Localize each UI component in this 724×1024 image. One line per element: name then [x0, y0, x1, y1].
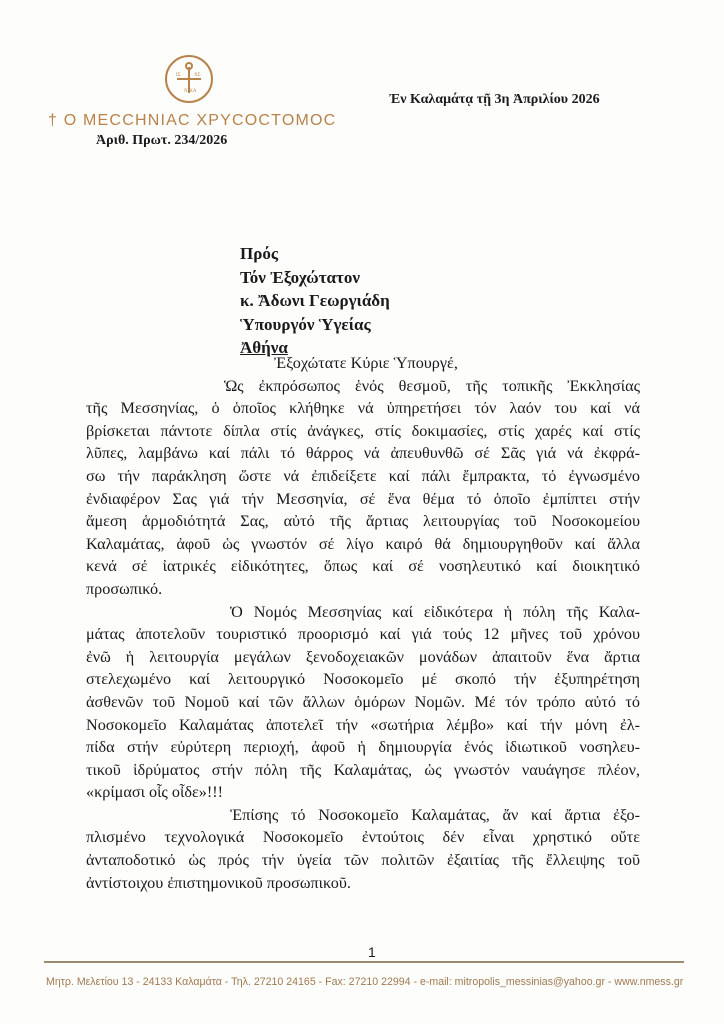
paragraph-line: λῦπες, λαμβάνω καί πάλι τό θάρρος νά ἀπευθυνθῶ σέ Σᾶς γιά νά ἐκφρά-	[86, 444, 640, 463]
salutation: Ἐξοχώτατε Κύριε Ὑπουργέ,	[274, 354, 458, 372]
recipient-city: Ἀθήνα	[240, 338, 288, 357]
paragraph-line: προσωπικό.	[86, 579, 163, 598]
paragraph-line: κενά σέ ἰατρικές εἰδικότητες, ὅπως καί σέ νοσηλευτικό καί διοικητικό	[86, 557, 640, 576]
paragraph-line: βρίσκεται πάντοτε δίπλα στίς ἀνάγκες, στίς δοκιμασίες, στίς χαρές καί στίς	[86, 421, 640, 440]
paragraph-line: ἀντίστοιχου ἐπιστημονικοῦ προσωπικοῦ.	[86, 873, 351, 892]
paragraph-line: ἀσθενῶν τοῦ Νομοῦ καί τῶν ἄλλων ὁμόρων Νομῶν. Μέ τόν τρόπο αὐτό τό	[86, 692, 640, 711]
recipient-line: κ. Ἄδωνι Γεωργιάδη	[240, 291, 390, 310]
paragraph-line: «κρίμασι οἷς οἶδε»!!!	[86, 783, 224, 802]
svg-text:ΙΣ: ΙΣ	[176, 73, 181, 78]
paragraph-line: Ἐπίσης τό Νοσοκομεῖο Καλαμάτας, ἄν καί ἄρτια ἐξο-	[230, 805, 640, 824]
sender-name: † Ο ΜΕCCΗΝΙΑC ΧΡΥCΟCΤΟΜΟC	[48, 112, 337, 129]
paragraph-line: τῆς Μεσσηνίας, ὁ ὁποῖος κλήθηκε νά ὑπηρετήσει τόν λαόν του καί νά	[86, 399, 640, 418]
recipient-block	[240, 242, 390, 360]
recipient-line: Ὑπουργόν Ὑγείας	[240, 314, 371, 334]
paragraph-line: ἐνῶ ἡ λειτουργία μεγάλων ξενοδοχειακῶν μονάδων ἀπαιτοῦν ἕνα ἄρτια	[86, 647, 640, 666]
paragraph-line: σω τήν παράκληση ὥστε νά ἐπιδείξετε καί πάλι ἔμπρακτα, τό ἐγνωσμένο	[86, 466, 640, 485]
footer-contact: Μητρ. Μελετίου 13 - 24133 Καλαμάτα - Τηλ. 27210 24165 - Fax: 27210 22994 - e-mail: mitropolis_messinias@yahoo.gr - www.nmess.gr	[46, 976, 684, 988]
paragraph-line: ἀνταποδοτικό ὡς πρός τήν ὑγεία τῶν πολιτῶν ἐξαιτίας τῆς ἔλλειψης τοῦ	[86, 851, 640, 870]
page-number: 1	[368, 944, 376, 960]
paragraph-line: Ὁ Νομός Μεσσηνίας καί εἰδικότερα ἡ πόλη τῆς Καλα-	[230, 602, 640, 621]
paragraph-line: στελεχωμένο καί λειτουργικό Νοσοκομεῖο μέ σκοπό τήν ἐξυπηρέτηση	[86, 670, 640, 689]
paragraph-line: ἄμεση ἁρμοδιότητά Σας, αὐτό τῆς ἄρτιας λειτουργίας τοῦ Νοσοκομείου	[86, 512, 640, 531]
paragraph-line: Νοσοκομεῖο Καλαμάτας ἀποτελεῖ τήν «σωτήρια λέμβο» καί τήν μόνη ἐλ-	[86, 715, 640, 734]
paragraph-line: πλισμένο τεχνολογικά Νοσοκομεῖο ἐντούτοις δέν εἶναι χρηστικό οὔτε	[86, 828, 640, 847]
recipient-line: Τόν Ἐξοχώτατον	[240, 267, 360, 287]
svg-text:ΝΙΚΑ: ΝΙΚΑ	[184, 89, 197, 94]
letter-date: Ἐν Καλαμάτᾳ τῇ 3η Ἀπριλίου 2026	[389, 92, 600, 107]
paragraph-line: μάτας ἀποτελοῦν τουριστικό προορισμό καί γιά τούς 12 μῆνες τοῦ χρόνου	[86, 625, 640, 644]
paragraph-line: Καλαμάτας, ἀφοῦ ὡς γνωστόν σέ λίγο καιρό θά δημιουργηθοῦν καί ἄλλα	[86, 534, 640, 553]
paragraph-line: ἐνδιαφέρον Σας γιά τήν Μεσσηνία, σέ ἕνα θέμα τό ὁποῖο ἐμπίπτει στήν	[86, 489, 640, 508]
paragraph-line: Ὡς ἐκπρόσωπος ἑνός θεσμοῦ, τῆς τοπικῆς Ἐκκλησίας	[224, 376, 640, 395]
paragraph-line: τικοῦ ἱδρύματος στήν πόλη τῆς Καλαμάτας, ὡς γνωστόν ναυάγησε πλέον,	[86, 760, 640, 779]
paragraph-line: πίδα στήν εὐρύτερη περιοχή, ἀφοῦ ἡ δημιουργία ἑνός ἰδιωτικοῦ νοσηλευ-	[86, 738, 640, 757]
footer-divider	[44, 961, 684, 963]
letter-body	[86, 352, 640, 894]
metropolis-seal-icon	[165, 55, 213, 103]
recipient-line: Πρός	[240, 244, 278, 263]
svg-text:ΧΣ: ΧΣ	[194, 73, 201, 78]
protocol-number: Ἀριθ. Πρωτ. 234/2026	[96, 133, 228, 148]
